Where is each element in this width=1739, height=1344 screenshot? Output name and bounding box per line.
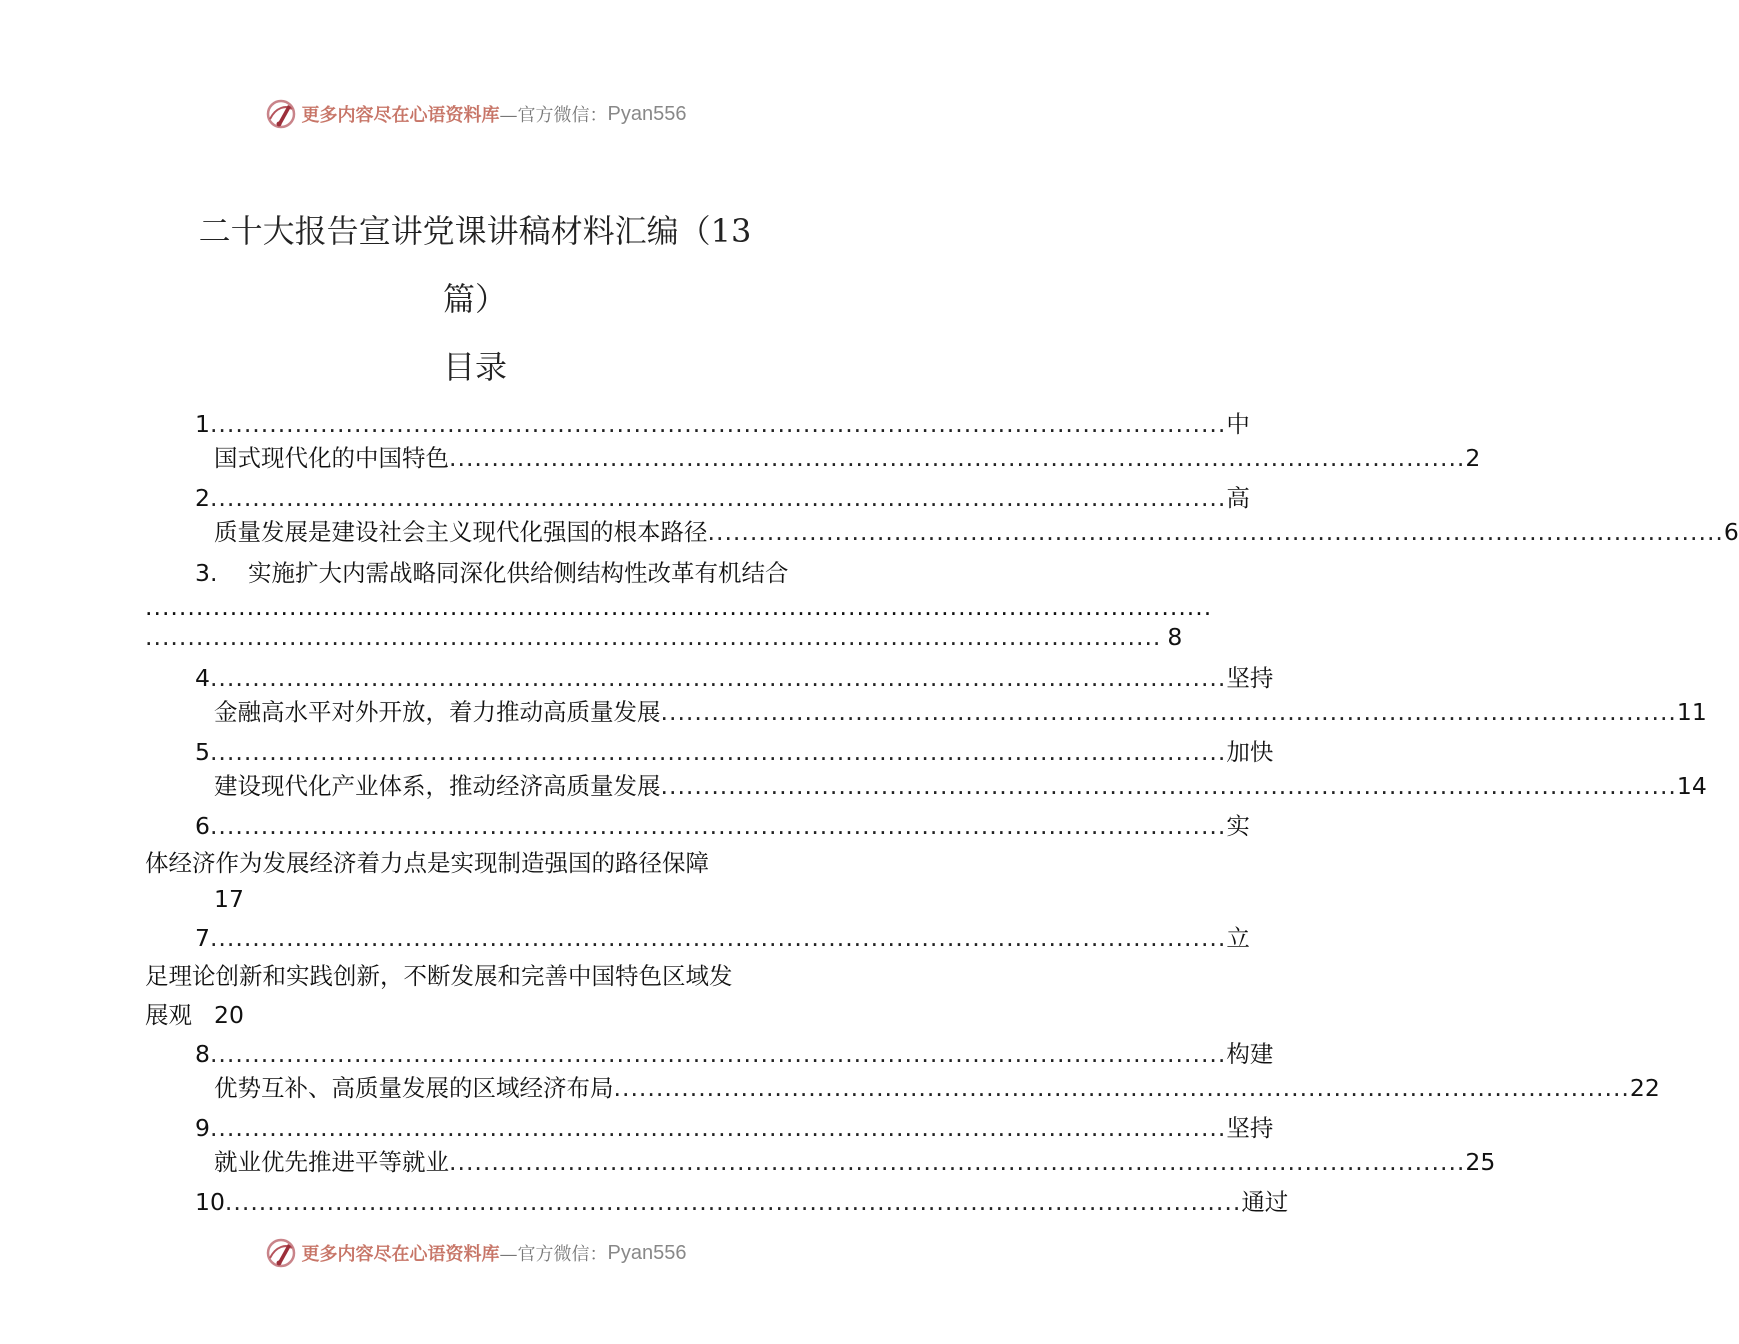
toc-entry-title-start: 构建 [1226, 1040, 1274, 1068]
header-banner [0, 94, 950, 134]
toc-entry-3-line3[interactable] [145, 620, 1183, 654]
toc-entry-title-rest: 建设现代化产业体系，推动经济高质量发展 [214, 772, 661, 800]
toc-entry-8-line2[interactable] [214, 1071, 1660, 1105]
toc-entry-page: 11 [1676, 698, 1707, 726]
toc-entry-page: 8 [1167, 623, 1183, 651]
banner-brand-text: 更多内容尽在心语资料库 [301, 105, 500, 126]
dot-leader: .............................................................................................................................. [145, 593, 1213, 621]
toc-entry-9-line2[interactable] [214, 1145, 1496, 1179]
dot-leader: ........................................................................................................................ [660, 772, 1677, 800]
dot-leader: ........................................................................................................................ [707, 518, 1724, 546]
toc-entry-2-line2[interactable] [214, 515, 1739, 549]
toc-entry-title-start: 中 [1226, 410, 1250, 438]
toc-entry-number: 9 [195, 1114, 210, 1142]
banner-wechat-label: —官方微信： [499, 1244, 608, 1265]
banner-wechat-id: Pyan556 [607, 1241, 687, 1264]
toc-entry-title-start: 加快 [1226, 738, 1274, 766]
toc-entry-number: 10 [195, 1188, 225, 1216]
dot-leader: ........................................................................................................................ [209, 1114, 1227, 1142]
dot-leader: ........................................................................................................................ [209, 738, 1227, 766]
toc-entry-number: 7 [195, 924, 210, 952]
toc-entry-page: 6 [1723, 518, 1739, 546]
toc-entry-5-line1[interactable] [195, 735, 1274, 769]
dot-leader: ........................................................................................................................ [224, 1188, 1242, 1216]
toc-entry-number: 4 [195, 664, 210, 692]
toc-entry-title-rest: 质量发展是建设社会主义现代化强国的根本路径 [214, 518, 708, 546]
dot-leader: ........................................................................................................................ [209, 1040, 1227, 1068]
dot-leader: ........................................................................................................................ [449, 1148, 1466, 1176]
pen-nib-swirl-icon [264, 1236, 298, 1270]
toc-entry-10-line1[interactable] [195, 1185, 1289, 1219]
toc-entry-title-rest: 就业优先推进平等就业 [214, 1148, 449, 1176]
toc-entry-page: 14 [1676, 772, 1707, 800]
toc-entry-title-start: 高 [1226, 484, 1250, 512]
dot-leader: ........................................................................................................................ [209, 664, 1227, 692]
toc-entry-number: 1 [195, 410, 210, 438]
banner-brand-text: 更多内容尽在心语资料库 [301, 1244, 500, 1265]
footer-banner [0, 1233, 950, 1273]
dot-leader: ........................................................................................................................ [660, 698, 1677, 726]
toc-entry-8-line1[interactable] [195, 1037, 1274, 1071]
toc-entry-4-line2[interactable] [214, 695, 1707, 729]
dot-leader: ........................................................................................................................ [209, 484, 1227, 512]
banner-wechat-label: —官方微信： [499, 105, 608, 126]
toc-entry-7-title-end[interactable]: 展观 [145, 1001, 192, 1029]
dot-leader: ........................................................................................................................ [209, 812, 1227, 840]
document-title-line1: 二十大报告宣讲党课讲稿材料汇编（13 [198, 212, 752, 250]
toc-entry-page: 25 [1465, 1148, 1496, 1176]
toc-entry-number: 8 [195, 1040, 210, 1068]
dot-leader: ........................................................................................................................ [209, 924, 1227, 952]
dot-leader: ........................................................................................................................ [209, 410, 1227, 438]
toc-entry-title-start: 坚持 [1226, 1114, 1274, 1142]
dot-leader: ........................................................................................................................ [449, 444, 1466, 472]
toc-entry-7-line1[interactable] [195, 921, 1250, 955]
toc-entry-1-line1[interactable] [195, 407, 1250, 441]
document-title-line2: 篇） [442, 280, 507, 318]
toc-entry-7-page[interactable]: 20 [214, 1001, 244, 1029]
toc-entry-page: 2 [1465, 444, 1481, 472]
toc-entry-6-title-rest[interactable]: 体经济作为发展经济着力点是实现制造强国的路径保障 [145, 849, 709, 877]
toc-entry-7-title-rest[interactable]: 足理论创新和实践创新，不断发展和完善中国特色区域发 [145, 962, 733, 990]
toc-entry-number: 2 [195, 484, 210, 512]
toc-entry-2-line1[interactable] [195, 481, 1250, 515]
toc-entry-5-line2[interactable] [214, 769, 1707, 803]
toc-entry-title-rest: 优势互补、高质量发展的区域经济布局 [214, 1074, 614, 1102]
pen-nib-swirl-icon [264, 97, 298, 131]
toc-entry-4-line1[interactable] [195, 661, 1274, 695]
toc-entry-title-rest: 金融高水平对外开放，着力推动高质量发展 [214, 698, 661, 726]
toc-entry-6-line1[interactable] [195, 809, 1250, 843]
banner-wechat-id: Pyan556 [607, 102, 687, 125]
toc-entry-page: 22 [1629, 1074, 1660, 1102]
toc-entry-9-line1[interactable] [195, 1111, 1274, 1145]
toc-entry-title-start: 坚持 [1226, 664, 1274, 692]
toc-entry-title-start: 实 [1226, 812, 1250, 840]
toc-entry-title-start: 通过 [1241, 1188, 1289, 1216]
toc-entry-title-rest: 国式现代化的中国特色 [214, 444, 449, 472]
toc-entry-title-start: 立 [1226, 924, 1250, 952]
toc-entry-number: 6 [195, 812, 210, 840]
dot-leader: ........................................................................................................................ [145, 623, 1162, 651]
toc-entry-3-number[interactable]: 3. [195, 559, 218, 587]
toc-entry-1-line2[interactable] [214, 441, 1481, 475]
toc-entry-3-title[interactable]: 实施扩大内需战略同深化供给侧结构性改革有机结合 [248, 559, 789, 587]
dot-leader: ........................................................................................................................ [613, 1074, 1630, 1102]
toc-entry-6-page[interactable]: 17 [214, 885, 244, 913]
toc-entry-number: 5 [195, 738, 210, 766]
toc-heading: 目录 [442, 348, 507, 386]
